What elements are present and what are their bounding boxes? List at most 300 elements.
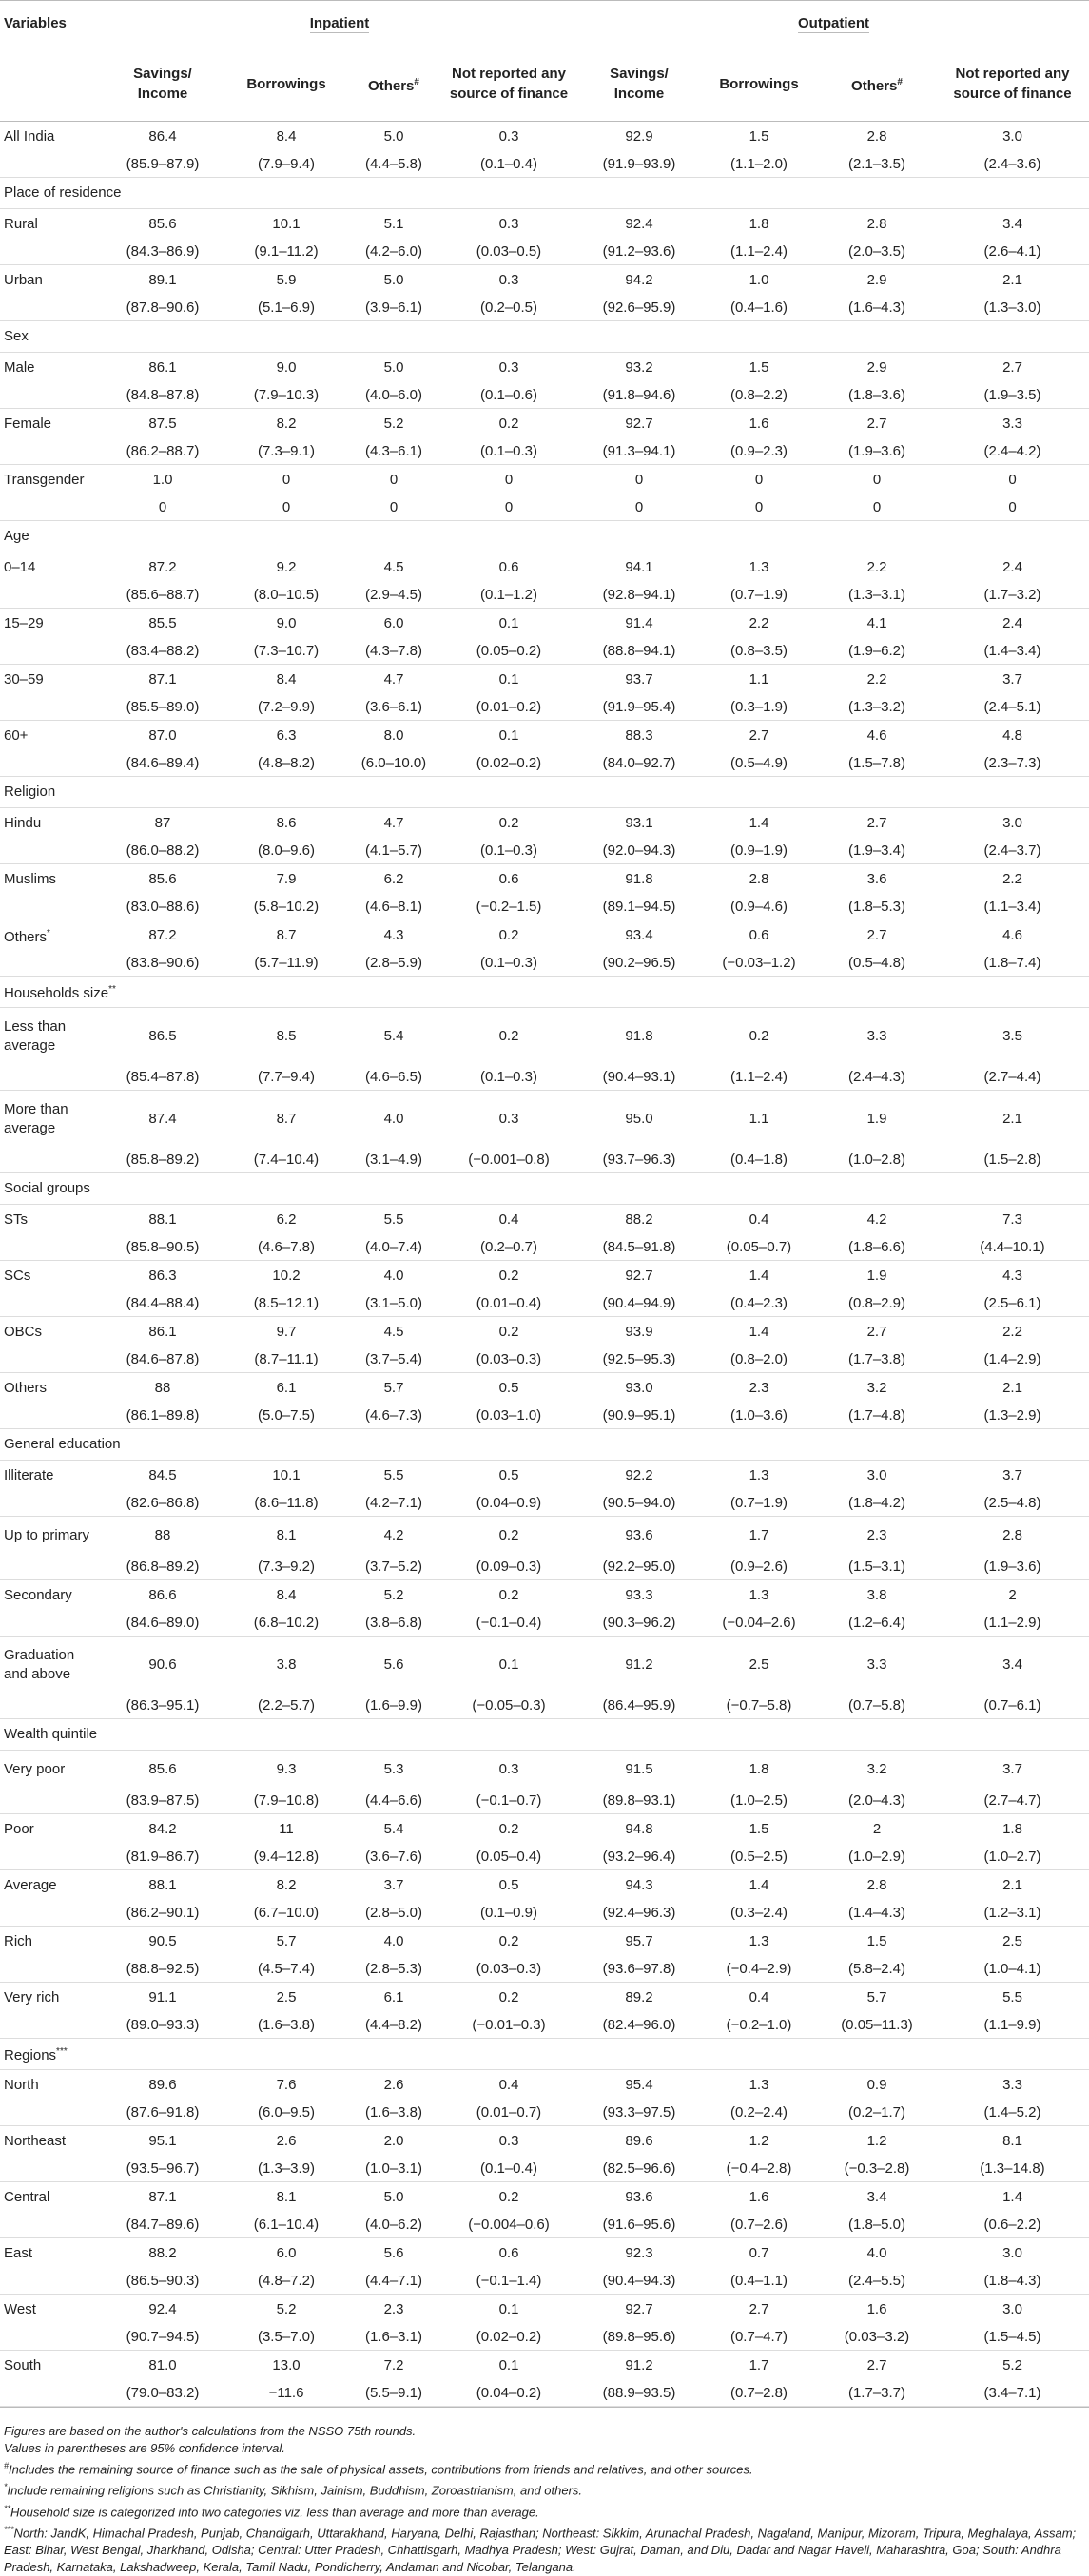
value-cell: 8.5	[276, 1028, 297, 1044]
value-cell: 3.3	[866, 1656, 887, 1673]
table-row	[0, 265, 1089, 297]
row-label: Muslims	[4, 871, 56, 887]
value-cell: 3.5	[1002, 1028, 1022, 1044]
value-cell: 5.9	[276, 272, 297, 288]
ci-cell: (7.9–10.8)	[224, 1789, 348, 1814]
ci-row	[0, 1404, 1089, 1429]
ci-cell: (1.4–3.4)	[936, 639, 1089, 665]
value-cell: 85.5	[148, 615, 177, 631]
ci-cell: (91.9–95.4)	[578, 695, 700, 721]
value-cell: 3.0	[1002, 128, 1022, 145]
row-label: Female	[4, 416, 52, 432]
value-cell: 91.5	[625, 1761, 653, 1777]
value-cell: 92.9	[625, 128, 653, 145]
blank-cell	[0, 439, 101, 465]
ci-row	[0, 1845, 1089, 1870]
blank-cell	[0, 1901, 101, 1927]
value-cell: 94.8	[625, 1821, 653, 1837]
ci-row	[0, 639, 1089, 665]
ci-cell: (83.9–87.5)	[101, 1789, 224, 1814]
blank-cell	[0, 639, 101, 665]
value-cell: 94.3	[625, 1877, 653, 1893]
ci-cell: (84.8–87.8)	[101, 383, 224, 409]
value-cell: 5.0	[383, 2189, 404, 2205]
value-cell: 85.6	[148, 216, 177, 232]
ci-cell: (0.7–1.9)	[700, 1491, 818, 1517]
ci-cell: (84.6–89.0)	[101, 1611, 224, 1637]
value-cell: 5.0	[383, 359, 404, 376]
ci-cell: (90.5–94.0)	[578, 1491, 700, 1517]
table-footnotes	[0, 2407, 1089, 2576]
ci-cell: (7.9–10.3)	[224, 383, 348, 409]
value-cell: 5.0	[383, 128, 404, 145]
value-cell: 5.5	[383, 1467, 404, 1483]
ci-cell: (1.8–3.6)	[818, 383, 936, 409]
value-cell: 0	[754, 472, 764, 488]
ci-cell: (9.4–12.8)	[224, 1845, 348, 1870]
row-label: Rural	[4, 216, 38, 232]
row-label: 15–29	[4, 615, 44, 631]
value-cell: 4.5	[383, 559, 404, 575]
value-cell: 0.2	[498, 927, 519, 943]
value-cell: 5.2	[276, 2301, 297, 2317]
footnote: Values in parentheses are 95% confidence interval.	[4, 2441, 285, 2455]
ci-cell: (86.5–90.3)	[101, 2269, 224, 2295]
value-cell: 88.1	[148, 1211, 177, 1228]
ci-cell: 0	[818, 495, 936, 521]
table-row	[0, 2351, 1089, 2382]
ci-cell: (−0.4–2.9)	[700, 1957, 818, 1983]
value-cell: 85.6	[148, 871, 177, 887]
ci-cell: (4.6–7.8)	[224, 1235, 348, 1261]
ci-cell: (0.03–1.0)	[439, 1404, 578, 1429]
value-cell: 4.6	[1002, 927, 1022, 943]
value-cell: 9.3	[276, 1761, 297, 1777]
ci-cell: (6.0–9.5)	[224, 2101, 348, 2126]
ci-row	[0, 1148, 1089, 1173]
ci-cell: (0.1–0.4)	[439, 2157, 578, 2182]
ci-cell: (1.3–3.2)	[818, 695, 936, 721]
ci-cell: (1.0–2.9)	[818, 1845, 936, 1870]
blank-cell	[0, 751, 101, 777]
value-cell: 90.6	[148, 1656, 177, 1673]
ci-cell: (1.3–2.9)	[936, 1404, 1089, 1429]
ci-cell: (85.4–87.8)	[101, 1065, 224, 1091]
ci-cell: (0.4–1.1)	[700, 2269, 818, 2295]
ci-cell: (1.8–6.6)	[818, 1235, 936, 1261]
ci-cell: (4.4–5.8)	[348, 152, 439, 178]
value-cell: 3.7	[1002, 1467, 1022, 1483]
ci-cell: (91.6–95.6)	[578, 2213, 700, 2238]
ci-cell: (1.6–3.8)	[224, 2013, 348, 2039]
blank-cell	[0, 2381, 101, 2407]
value-cell: 9.0	[276, 615, 297, 631]
ci-cell: (0.04–0.2)	[439, 2381, 578, 2407]
ci-cell: (0.01–0.4)	[439, 1291, 578, 1317]
ci-row	[0, 583, 1089, 609]
ci-cell: (84.7–89.6)	[101, 2213, 224, 2238]
value-cell: 8.7	[276, 1111, 297, 1127]
blank-cell	[0, 383, 101, 409]
row-label: Very poor	[4, 1761, 66, 1777]
table-row	[0, 920, 1089, 952]
table-row	[0, 2295, 1089, 2326]
value-cell: 11	[279, 1821, 294, 1837]
value-cell: 5.0	[383, 272, 404, 288]
ci-cell: (0.1–0.3)	[439, 439, 578, 465]
ci-cell: (0.9–2.3)	[700, 439, 818, 465]
row-label: Social groups	[0, 1173, 1089, 1205]
value-cell: 92.4	[625, 216, 653, 232]
blank-cell	[0, 2213, 101, 2238]
ci-cell: (86.1–89.8)	[101, 1404, 224, 1429]
value-cell: 5.2	[1002, 2357, 1022, 2373]
value-cell: 85.6	[148, 1761, 177, 1777]
value-cell: 1.6	[749, 416, 769, 432]
value-cell: 93.3	[625, 1587, 653, 1603]
value-cell: 1.4	[1002, 2189, 1022, 2205]
ci-cell: (1.1–9.9)	[936, 2013, 1089, 2039]
section-row	[0, 1429, 1089, 1461]
value-cell: 0.1	[498, 615, 519, 631]
ci-cell: (1.5–7.8)	[818, 751, 936, 777]
value-cell: 7.3	[1002, 1211, 1022, 1228]
value-cell: 0.2	[498, 815, 519, 831]
value-cell: 1.5	[866, 1933, 887, 1949]
value-cell: 84.5	[148, 1467, 177, 1483]
ci-cell: (2.4–5.1)	[936, 695, 1089, 721]
table-row	[0, 1580, 1089, 1612]
blank-cell	[0, 1694, 101, 1719]
ci-cell: (1.0–2.5)	[700, 1789, 818, 1814]
ci-cell: (4.0–6.2)	[348, 2213, 439, 2238]
value-cell: 0.1	[498, 671, 519, 688]
value-cell: 1.5	[749, 359, 769, 376]
ci-cell: (1.7–4.8)	[818, 1404, 936, 1429]
ci-cell: (8.0–10.5)	[224, 583, 348, 609]
value-cell: 0.2	[498, 1587, 519, 1603]
table-row	[0, 1927, 1089, 1958]
table-row	[0, 808, 1089, 840]
value-cell: 92.3	[625, 2245, 653, 2261]
value-cell: 2.7	[1002, 359, 1022, 376]
value-cell: 8.4	[276, 1587, 297, 1603]
blank-cell	[0, 240, 101, 265]
ci-cell: (5.0–7.5)	[224, 1404, 348, 1429]
ci-cell: (0.01–0.2)	[439, 695, 578, 721]
value-cell: 3.0	[866, 1467, 887, 1483]
value-cell: 5.6	[383, 2245, 404, 2261]
table-row	[0, 2070, 1089, 2101]
value-cell: 6.1	[276, 1380, 297, 1396]
ci-cell: (0.03–0.3)	[439, 1957, 578, 1983]
ci-row	[0, 839, 1089, 864]
ci-row	[0, 1611, 1089, 1637]
column-header: Savings/ Income	[101, 47, 224, 122]
ci-cell: (9.1–11.2)	[224, 240, 348, 265]
value-cell: 5.5	[1002, 1989, 1022, 2005]
ci-cell: (4.6–7.3)	[348, 1404, 439, 1429]
value-cell: 0.2	[498, 1527, 519, 1543]
ci-cell: (88.9–93.5)	[578, 2381, 700, 2407]
ci-cell: (90.4–94.9)	[578, 1291, 700, 1317]
value-cell: 5.7	[276, 1933, 297, 1949]
row-label: Age	[0, 521, 1089, 552]
value-cell: 1.8	[749, 1761, 769, 1777]
row-label: 0–14	[4, 559, 36, 575]
value-cell: 93.1	[625, 815, 653, 831]
value-cell: 1.0	[749, 272, 769, 288]
row-label: More than average	[4, 1101, 68, 1136]
value-cell: 87.0	[148, 727, 177, 744]
ci-cell: (1.3–3.9)	[224, 2157, 348, 2182]
ci-cell: (1.8–4.3)	[936, 2269, 1089, 2295]
ci-cell: (2.1–3.5)	[818, 152, 936, 178]
table-row	[0, 1983, 1089, 2014]
value-cell: 4.3	[383, 927, 404, 943]
ci-cell: (81.9–86.7)	[101, 1845, 224, 1870]
value-cell: 86.6	[148, 1587, 177, 1603]
row-label: Households size**	[0, 977, 1089, 1008]
value-cell: 91.4	[625, 615, 653, 631]
table-row	[0, 2238, 1089, 2270]
value-cell: 2.7	[866, 1324, 887, 1340]
ci-cell: (0.1–0.9)	[439, 1901, 578, 1927]
blank-cell	[0, 2325, 101, 2351]
blank-cell	[0, 2269, 101, 2295]
table-row	[0, 2126, 1089, 2158]
row-label: Wealth quintile	[0, 1719, 1089, 1751]
ci-cell: (1.0–3.6)	[700, 1404, 818, 1429]
footnote: #Includes the remaining source of finance such as the sale of physical assets, contributions from friends and relatives, and other sources.	[4, 2461, 753, 2477]
ci-cell: (6.0–10.0)	[348, 751, 439, 777]
ci-row	[0, 2101, 1089, 2126]
ci-cell: (3.9–6.1)	[348, 296, 439, 321]
value-cell: 2.1	[1002, 272, 1022, 288]
table-row	[0, 864, 1089, 896]
blank-cell	[0, 1347, 101, 1373]
ci-cell: (4.8–7.2)	[224, 2269, 348, 2295]
row-label: All India	[4, 128, 55, 145]
ci-cell: (8.5–12.1)	[224, 1291, 348, 1317]
value-cell: 10.2	[272, 1268, 301, 1284]
value-cell: 88	[154, 1527, 171, 1543]
ci-row	[0, 951, 1089, 977]
ci-cell: (2.4–4.3)	[818, 1065, 936, 1091]
ci-cell: (89.0–93.3)	[101, 2013, 224, 2039]
value-cell: 0.6	[498, 2245, 519, 2261]
ci-cell: (84.5–91.8)	[578, 1235, 700, 1261]
value-cell: 86.3	[148, 1268, 177, 1284]
blank-cell	[0, 1404, 101, 1429]
value-cell: 8.4	[276, 671, 297, 688]
ci-cell: (1.9–3.4)	[818, 839, 936, 864]
ci-cell: (85.6–88.7)	[101, 583, 224, 609]
ci-cell: (1.3–3.1)	[818, 583, 936, 609]
row-label: Central	[4, 2189, 50, 2205]
ci-cell: (84.0–92.7)	[578, 751, 700, 777]
ci-cell: (1.8–5.3)	[818, 895, 936, 920]
ci-cell: (1.0–2.7)	[936, 1845, 1089, 1870]
ci-cell: (−0.3–2.8)	[818, 2157, 936, 2182]
ci-cell: (2.5–6.1)	[936, 1291, 1089, 1317]
value-cell: 93.2	[625, 359, 653, 376]
value-cell: 0.3	[498, 128, 519, 145]
table-row	[0, 122, 1089, 153]
value-cell: 84.2	[148, 1821, 177, 1837]
ci-cell: (92.6–95.9)	[578, 296, 700, 321]
row-label: Male	[4, 359, 35, 376]
row-label: Others*	[4, 928, 50, 945]
value-cell: 2.0	[383, 2133, 404, 2149]
table-row	[0, 2182, 1089, 2214]
ci-cell: (−0.2–1.5)	[439, 895, 578, 920]
value-cell: 89.1	[148, 272, 177, 288]
value-cell: 1.3	[749, 1587, 769, 1603]
ci-row	[0, 1694, 1089, 1719]
value-cell: 2.6	[383, 2077, 404, 2093]
ci-cell: (0.9–1.9)	[700, 839, 818, 864]
ci-cell: (86.3–95.1)	[101, 1694, 224, 1719]
blank-cell	[0, 495, 101, 521]
value-cell: 1.3	[749, 2077, 769, 2093]
value-cell: 0.2	[498, 1324, 519, 1340]
ci-cell: (0.7–5.8)	[818, 1694, 936, 1719]
table-row	[0, 1814, 1089, 1846]
value-cell: 0.2	[498, 416, 519, 432]
ci-cell: (90.2–96.5)	[578, 951, 700, 977]
value-cell: 3.0	[1002, 815, 1022, 831]
value-cell: 2.5	[749, 1656, 769, 1673]
value-cell: 6.3	[276, 727, 297, 744]
value-cell: 0.7	[749, 2245, 769, 2261]
value-cell: 3.6	[866, 871, 887, 887]
value-cell: 95.1	[148, 2133, 177, 2149]
value-cell: 4.8	[1002, 727, 1022, 744]
value-cell: 91.2	[625, 2357, 653, 2373]
value-cell: 89.2	[625, 1989, 653, 2005]
ci-cell: (90.4–93.1)	[578, 1065, 700, 1091]
column-header: Savings/ Income	[578, 47, 700, 122]
ci-row	[0, 240, 1089, 265]
ci-cell: (0.1–0.3)	[439, 839, 578, 864]
ci-cell: (4.5–7.4)	[224, 1957, 348, 1983]
row-label: Sex	[0, 321, 1089, 353]
value-cell: 0.9	[866, 2077, 887, 2093]
ci-cell: (92.5–95.3)	[578, 1347, 700, 1373]
ci-cell: (1.8–7.4)	[936, 951, 1089, 977]
ci-cell: 0	[101, 495, 224, 521]
row-label: Average	[4, 1877, 57, 1893]
ci-cell: (2.9–4.5)	[348, 583, 439, 609]
ci-cell: (91.9–93.9)	[578, 152, 700, 178]
ci-cell: (0.1–0.3)	[439, 951, 578, 977]
ci-cell: −11.6	[224, 2381, 348, 2407]
ci-cell: (90.4–94.3)	[578, 2269, 700, 2295]
section-row	[0, 777, 1089, 808]
value-cell: 3.3	[866, 1028, 887, 1044]
ci-cell: (2.4–3.6)	[936, 152, 1089, 178]
ci-cell: (7.7–9.4)	[224, 1065, 348, 1091]
blank-cell	[0, 2013, 101, 2039]
ci-cell: (86.0–88.2)	[101, 839, 224, 864]
value-cell: 1.5	[749, 1821, 769, 1837]
value-cell: 87.4	[148, 1111, 177, 1127]
value-cell: 3.8	[276, 1656, 297, 1673]
table-row	[0, 1091, 1089, 1149]
row-label: East	[4, 2245, 33, 2261]
value-cell: 2.9	[866, 359, 887, 376]
ci-cell: (92.4–96.3)	[578, 1901, 700, 1927]
ci-cell: (4.4–6.6)	[348, 1789, 439, 1814]
footnote: *Include remaining religions such as Christianity, Sikhism, Jainism, Buddhism, Zoroastrianism, and others.	[4, 2482, 583, 2498]
value-cell: 5.5	[383, 1211, 404, 1228]
value-cell: 81.0	[148, 2357, 177, 2373]
row-label: West	[4, 2301, 36, 2317]
ci-cell: (0.5–4.9)	[700, 751, 818, 777]
table-row	[0, 209, 1089, 241]
ci-cell: (1.0–4.1)	[936, 1957, 1089, 1983]
ci-row	[0, 2157, 1089, 2182]
ci-cell: (4.6–8.1)	[348, 895, 439, 920]
value-cell: 5.6	[383, 1656, 404, 1673]
header-row-groups	[0, 1, 1089, 48]
value-cell: 3.4	[866, 2189, 887, 2205]
ci-cell: (−0.001–0.8)	[439, 1148, 578, 1173]
ci-cell: (83.8–90.6)	[101, 951, 224, 977]
value-cell: 2	[1008, 1587, 1017, 1603]
value-cell: 8.2	[276, 416, 297, 432]
ci-cell: (5.7–11.9)	[224, 951, 348, 977]
value-cell: 0.2	[498, 1028, 519, 1044]
ci-cell: (86.2–90.1)	[101, 1901, 224, 1927]
ci-cell: (1.2–3.1)	[936, 1901, 1089, 1927]
value-cell: 0	[1008, 472, 1017, 488]
ci-cell: (87.6–91.8)	[101, 2101, 224, 2126]
value-cell: 0.1	[498, 2301, 519, 2317]
value-cell: 2.2	[1002, 871, 1022, 887]
value-cell: 5.4	[383, 1028, 404, 1044]
value-cell: 7.9	[276, 871, 297, 887]
ci-cell: (6.7–10.0)	[224, 1901, 348, 1927]
ci-cell: (1.1–2.4)	[700, 1065, 818, 1091]
value-cell: 0	[634, 472, 644, 488]
ci-cell: (2.8–5.9)	[348, 951, 439, 977]
value-cell: 2.1	[1002, 1380, 1022, 1396]
blank-cell	[0, 1065, 101, 1091]
ci-cell: (0.05–0.2)	[439, 639, 578, 665]
value-cell: 93.0	[625, 1380, 653, 1396]
ci-cell: (−0.2–1.0)	[700, 2013, 818, 2039]
value-cell: 5.3	[383, 1761, 404, 1777]
value-cell: 2.8	[749, 871, 769, 887]
value-cell: 1.4	[749, 1877, 769, 1893]
value-cell: 4.2	[866, 1211, 887, 1228]
ci-cell: (85.8–89.2)	[101, 1148, 224, 1173]
ci-cell: (89.8–93.1)	[578, 1789, 700, 1814]
footnote: **Household size is categorized into two categories viz. less than average and more than average.	[4, 2503, 539, 2519]
value-cell: 0.1	[498, 1656, 519, 1673]
value-cell: 8.1	[1002, 2133, 1022, 2149]
value-cell: 2.8	[866, 216, 887, 232]
ci-cell: (0.4–2.3)	[700, 1291, 818, 1317]
value-cell: 2.2	[749, 615, 769, 631]
ci-cell: (0.05–11.3)	[818, 2013, 936, 2039]
value-cell: 4.0	[866, 2245, 887, 2261]
ci-cell: (3.8–6.8)	[348, 1611, 439, 1637]
ci-cell: (1.7–3.8)	[818, 1347, 936, 1373]
value-cell: 6.2	[383, 871, 404, 887]
